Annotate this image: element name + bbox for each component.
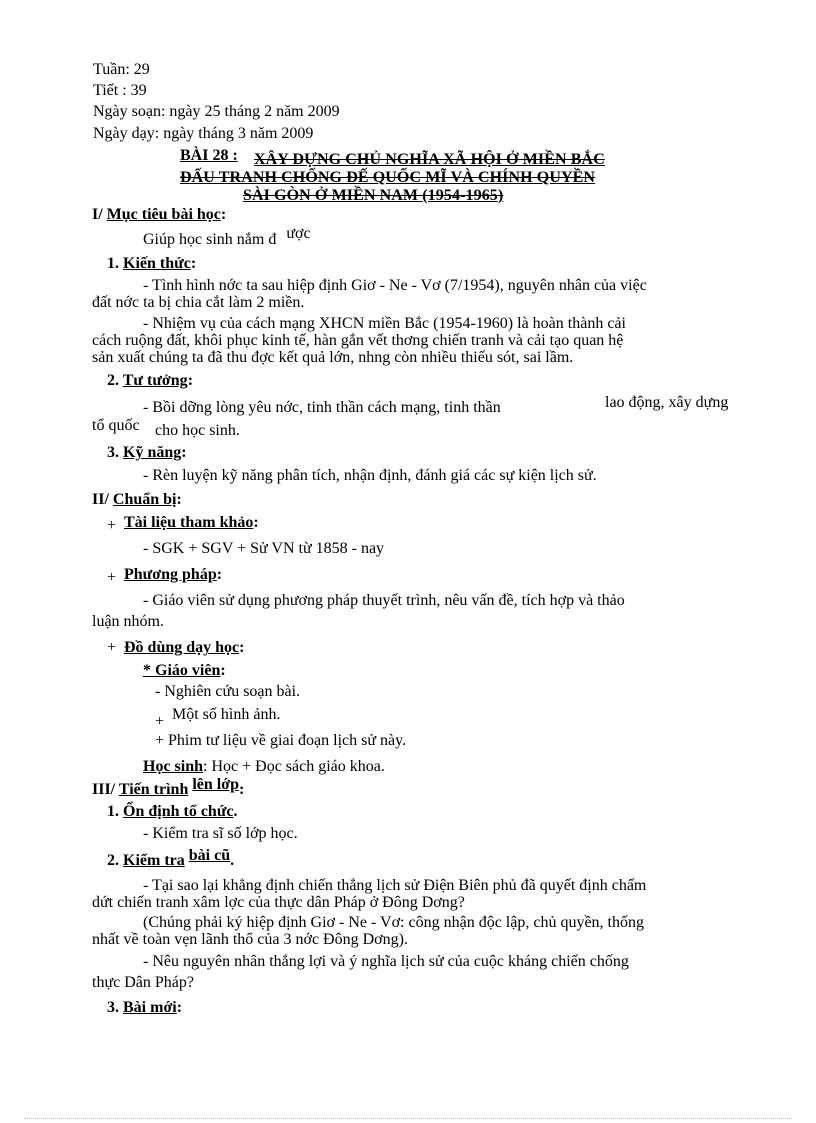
intro-text-suffix: ược — [286, 225, 311, 242]
subsection-number: 1. — [107, 803, 119, 820]
reference-plus: + — [107, 517, 117, 534]
subsection-number: 3. — [107, 444, 119, 461]
prepared-date-line: Ngày soạn: ngày 25 tháng 2 năm 2009 — [93, 103, 340, 120]
subsection-thought: 2. Tư tưởng: — [107, 372, 194, 389]
subsection-heading: Phương pháp — [124, 566, 217, 583]
subsection-heading-suffix: bài cũ — [188, 847, 231, 864]
organization-item: - Kiểm tra sĩ số lớp học. — [143, 825, 298, 842]
method-line: luận nhóm. — [92, 613, 164, 630]
section-number: II/ — [92, 491, 109, 508]
section-number: I/ — [92, 206, 103, 223]
week-line: Tuần: 29 — [93, 61, 150, 78]
section-heading-suffix: lên lớp — [192, 776, 239, 793]
subsection-heading: Ổn định tổ chức — [123, 803, 234, 820]
section-number: III/ — [92, 781, 116, 798]
check-line: dứt chiến tranh xâm lợc của thực dân Pháp ở Đông Dơng? — [92, 894, 465, 911]
subsection-heading: Bài mới — [123, 999, 177, 1016]
lesson-title-line2: ĐẤU TRANH CHỐNG ĐẾ QUỐC MĨ VÀ CHÍNH QUYỀN — [180, 169, 596, 186]
subsection-heading: Tài liệu tham khảo — [124, 514, 254, 531]
subsection-number: 2. — [107, 372, 119, 389]
knowledge-line: - Tình hình nớc ta sau hiệp định Giơ - Ne - Vơ (7/1954), nguyên nhân của việc — [143, 277, 647, 294]
subsection-heading: Kiến thức — [123, 255, 191, 272]
page-bottom-border — [24, 1118, 792, 1119]
check-line: - Tại sao lại khẳng định chiến thắng lịch sử Điện Biên phủ đã quyết định chấm — [143, 877, 647, 894]
skill-line: - Rèn luyện kỹ năng phân tích, nhận định, đánh giá các sự kiện lịch sử. — [143, 467, 597, 484]
section-objectives: I/ Mục tiêu bài học: — [92, 206, 227, 223]
taught-date-line: Ngày dạy: ngày tháng 3 năm 2009 — [93, 125, 314, 142]
knowledge-line: - Nhiệm vụ của cách mạng XHCN miền Bắc (1954-1960) là hoàn thành cải — [143, 315, 626, 332]
subsection-heading: Đồ dùng dạy học — [124, 639, 240, 656]
teacher-item: + Phim tư liệu về giai đoạn lịch sử này. — [155, 732, 407, 749]
subsection-heading: Kiểm tra — [123, 852, 185, 869]
subsection-new-lesson: 3. Bài mới: — [107, 999, 183, 1016]
teacher-item: Một số hình ảnh. — [172, 706, 281, 723]
check-line: - Nêu nguyên nhân thắng lợi và ý nghĩa lịch sử của cuộc kháng chiến chống — [143, 953, 629, 970]
knowledge-line: sản xuất chúng ta đã thu đợc kết quả lớn, nhng còn nhiều thiếu sót, sai lầm. — [92, 349, 574, 366]
section-process: III/ Tiến trình lên lớp: — [92, 776, 245, 798]
teacher-heading: * Giáo viên: — [143, 662, 226, 679]
tools-plus: + — [107, 639, 117, 656]
thought-line: lao động, xây dựng — [605, 394, 729, 411]
subsection-skill: 3. Kỹ năng: — [107, 444, 187, 461]
period-line: Tiết : 39 — [93, 82, 147, 99]
reference-item: - SGK + SGV + Sử VN từ 1858 - nay — [143, 540, 385, 557]
lesson-number: BÀI 28 : — [180, 147, 238, 164]
check-line: thực Dân Pháp? — [92, 974, 194, 991]
method-plus: + — [107, 569, 117, 586]
knowledge-line: cách ruộng đất, khôi phục kinh tế, hàn gắn vết thơng chiến tranh và cải tạo quan hệ — [92, 332, 624, 349]
section-heading: Mục tiêu bài học — [106, 206, 221, 223]
subsection-organization: 1. Ổn định tổ chức. — [107, 803, 238, 820]
teacher-label: * Giáo viên — [143, 662, 221, 679]
intro-text: Giúp học sinh nắm đ — [143, 231, 277, 248]
check-line: nhất về toàn vẹn lãnh thổ của 3 nớc Đông Dơng). — [92, 931, 408, 948]
subsection-check: 2. Kiểm tra bài cũ. — [107, 847, 235, 869]
teacher-item-plus: + — [155, 713, 165, 730]
subsection-number: 3. — [107, 999, 119, 1016]
subsection-reference: Tài liệu tham khảo: — [124, 514, 259, 531]
method-line: - Giáo viên sử dụng phương pháp thuyết trình, nêu vấn đề, tích hợp và thảo — [143, 592, 625, 609]
teacher-item: - Nghiên cứu soạn bài. — [155, 683, 301, 700]
subsection-heading: Kỹ năng — [123, 444, 182, 461]
thought-line: tổ quốc — [92, 417, 140, 434]
section-preparation: II/ Chuẩn bị: — [92, 491, 182, 508]
subsection-tools: Đồ dùng dạy học: — [124, 639, 245, 656]
section-heading: Tiến trình — [118, 781, 189, 798]
subsection-heading: Tư tưởng — [122, 372, 188, 389]
section-heading: Chuẩn bị — [112, 491, 177, 508]
student-line — [143, 757, 385, 776]
subsection-number: 1. — [107, 255, 119, 272]
student-label: Học sinh — [143, 758, 204, 775]
thought-line: cho học sinh. — [155, 422, 240, 439]
thought-line: - Bồi dỡng lòng yêu nớc, tinh thần cách mạng, tinh thần — [143, 399, 501, 416]
student-text: : Học + Đọc sách giáo khoa. — [203, 758, 385, 775]
lesson-title-line1: XÂY DỰNG CHỦ NGHĨA XÃ HỘI Ở MIỀN BẮC — [254, 151, 605, 168]
lesson-title-line3: SÀI GÒN Ở MIỀN NAM (1954-1965) — [243, 187, 504, 204]
objectives-intro — [143, 225, 311, 249]
subsection-method: Phương pháp: — [124, 566, 223, 583]
subsection-knowledge: 1. Kiến thức: — [107, 255, 197, 272]
subsection-number: 2. — [107, 852, 119, 869]
knowledge-line: đất nớc ta bị chia cắt làm 2 miền. — [92, 294, 305, 311]
check-line: (Chúng phải ký hiệp định Giơ - Ne - Vơ: công nhận độc lập, chủ quyền, thống — [143, 914, 644, 931]
